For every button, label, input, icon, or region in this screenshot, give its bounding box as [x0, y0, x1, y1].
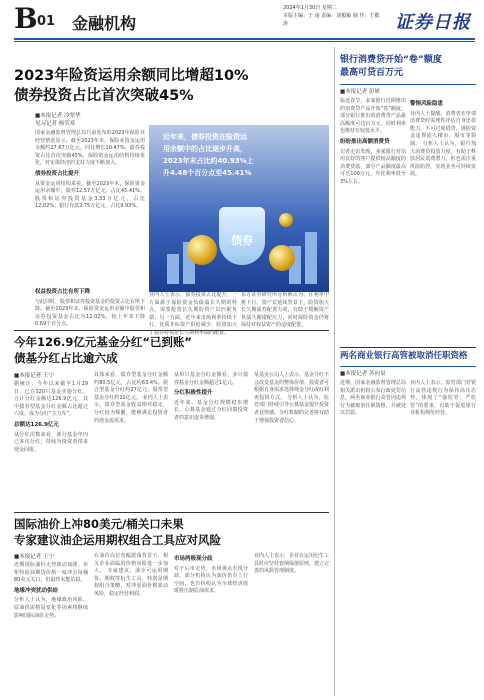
story2-subhead-2: 分红积极性提升 [174, 390, 213, 397]
story3-col1-paragraph: 近期国际油价走势波动加剧，布伦特原油期货价格一度冲击每桶80美元关口，但最终未能站稳。 [14, 562, 88, 584]
section-letter: B [14, 2, 38, 35]
story2-subhead-1: 总额达126.9亿元 [14, 421, 59, 428]
story2-headline-line1: 今年126.9亿元基金分红“已到账” [14, 335, 192, 349]
sidebar-byline: ■本报记者 彭妍 [340, 89, 380, 95]
lead-column-1 [35, 130, 145, 286]
lead-col1-subhead: 债券投资占比提升 [35, 170, 80, 177]
story3-col1-paragraph-2: 分析人士认为，地缘政治风险、原油供需格局变化等因素将继续影响国际油价走势。 [14, 597, 88, 619]
sidebar2-column-1 [340, 380, 406, 696]
graphic-caption-line: 升4.48个百分点至45.41% [163, 169, 252, 177]
story2-col2-paragraph: 具体来看，债券型基金分红金额约80.5亿元，占比约63.4%；混合型基金分红约27亿元；股票型基金分红约11亿元。 [94, 372, 168, 401]
lead-subhead-2: 权益投资占比有所下降 [35, 289, 91, 295]
coin-icon [187, 235, 217, 265]
sidebar-subhead-2: 警惕风险隐患 [410, 101, 444, 107]
issue-date: 2024年1月30日 星期二 [283, 5, 337, 11]
story2-col1-paragraph-2: 从分红次数来看，部分基金年内已多次分红，持续为投资者带来现金回报。 [14, 431, 88, 453]
lead-column-1b [35, 286, 145, 328]
sidebar-paragraph-2: 记者走访发现，多家银行对信用良好的客户提供较高额度的消费贷款，部分产品额度最高可达100万元，年化利率低至3%左右。 [340, 148, 406, 185]
lead-col2-paragraph: 业内人士表示，债券投资占比提升，一方面源于保险资金负债端长久期的特点，需要配置长久期的资产以匹配负债；另一方面，近年来市场利率持续下行，优质非标资产供给减少，险资加大了债券特别是长久期利率债的配置。 [149, 292, 237, 336]
section-name: 金融机构 [72, 14, 137, 33]
story3-col2-paragraph: 在油价高位宽幅震荡背景下，相关企业面临的价格风险进一步加大。 [94, 553, 168, 575]
sidebar2-paragraph-2: 业内人士表示，监管部门对银行高管违规行为保持高压态势，体现了“强监管、严监管”的要求，有助于促进银行业机构规范经营。 [410, 380, 476, 417]
coin-icon [279, 213, 293, 227]
lead-byline-1: ■本报记者 冷翠华 [35, 113, 81, 119]
sidebar-column-2 [410, 98, 476, 345]
lead-headline [14, 66, 314, 106]
lead-column-2 [149, 292, 237, 336]
sidebar2-byline: ■本报记者 苏向杲 [340, 371, 386, 377]
masthead [0, 0, 484, 40]
story3-column-4 [254, 553, 329, 696]
graphic-label: 债券 [231, 234, 253, 247]
story3-column-2 [94, 553, 168, 696]
graphic-caption-line: 近年来，债券投资在险资运 [163, 133, 247, 141]
column-divider [334, 47, 335, 696]
story2-col1-paragraph: 据统计，今年以来截至1月29日，已有320只基金实施分红，合计分红金额达126.9亿元，其中债券型基金分红金额占比超过六成，成为分红“主力军”。 [14, 381, 88, 418]
masthead-rule [14, 38, 475, 40]
sidebar-headline-line1: 银行消费贷开始“卷”额度 [340, 55, 442, 65]
story3-byline: ■本报记者 王宁 [14, 554, 54, 560]
sidebar-headline-line2: 最高可贷百万元 [340, 68, 404, 78]
story3-headline-line2: 专家建议油企运用期权组合工具应对风险 [14, 533, 221, 547]
divider [14, 512, 329, 513]
lead-col1-paragraph-2: 从资金运用结构来看，截至2023年末，保险资金运用余额中，债券12.57万亿元，占比45.41%；股票和证券投资基金3.33万亿元，占比12.02%；银行存款2.75万亿元，占比9.93%。 [35, 180, 145, 210]
sidebar-subhead-1: 纷纷推出高额消费贷 [340, 138, 390, 145]
story3-subhead-1: 地缘冲突扰动供给 [14, 587, 59, 594]
story2-col2-paragraph-2: 业内人士表示，债券型基金收益相对稳定，分红较为频繁，能够满足投资者的现金流需求。 [94, 394, 168, 424]
story3-headline-line1: 国际油价上冲80美元/桶关口未果 [14, 517, 184, 531]
story2-col4-paragraph-2: 分析人士认为，监管部门持续引导公募基金提升投资者获得感，分红机制的完善将有助于增强投资者信心。 [254, 394, 330, 424]
graphic-caption-line: 2023年末占比约40.93%上 [163, 157, 254, 165]
lead-column-3 [241, 292, 329, 328]
editor-credits: 本版主编：于 南 责编：刘俊颖 制 作：王敬涛 [283, 13, 380, 27]
story3-column-3 [174, 553, 248, 696]
sidebar-paragraph-1: 临近春节，多家银行近期推出的消费贷产品开始“卷”额度，部分银行推出的消费贷产品最高额度可达百万元，同时利率也维持在较低水平。 [340, 98, 406, 135]
story3-headline [14, 516, 329, 548]
story2-column-4 [254, 372, 329, 509]
story3-column-1 [14, 562, 88, 696]
story2-byline: ■本报记者 王宁 [14, 373, 54, 379]
sidebar-paragraph-3: 业内人士提醒，消费者在申请消费贷时需理性评估自身还款能力，不可过度借贷，谨防资金违规流入楼市、股市等领域。 [410, 110, 476, 147]
lead-headline-line2: 债券投资占比首次突破45% [14, 88, 194, 104]
lead-headline-line1: 2023年险资运用余额同比增超10% [14, 68, 249, 84]
masthead-info [283, 4, 383, 28]
graphic-bar [305, 232, 317, 284]
story2-column-3 [174, 372, 248, 509]
story2-headline [14, 334, 329, 366]
lead-graphic [149, 125, 329, 292]
lead-col1-paragraph: 国家金融监督管理总局日前发布的2023年保险业经营情况显示，截至2023年末，保险业资金运用余额约27.67万亿元，同比增长10.47%。债券投资占比首次突破45%，保险资金运用结构持续优化，对实体经济的支持力度不断加大。 [35, 130, 145, 167]
newspaper-logo: 证券日报 [395, 12, 471, 33]
story3-subhead-2: 市场两极现分歧 [174, 556, 213, 562]
graphic-bar [167, 254, 179, 284]
story2-headline-line2: 债基分红占比逾六成 [14, 351, 118, 365]
sidebar-column-1 [340, 98, 406, 345]
sidebar2-paragraph-1: 近期，国家金融监督管理总局相关派出机构公布行政处罚信息，两名商业银行高管因违规行为被取消任职资格，并被处以罚款。 [340, 380, 406, 417]
story2-column-1 [14, 381, 88, 509]
sidebar2-headline: 两名商业银行高管被取消任职资格 [340, 351, 468, 361]
section-number: 01 [37, 14, 56, 29]
divider [340, 347, 476, 348]
graphic-caption [163, 131, 313, 179]
masthead-rule-thin [14, 41, 475, 42]
story3-col4-paragraph: 业内人士表示，企业在运用衍生工具时应坚持套期保值原则，建立完善的风险管理制度。 [254, 553, 330, 575]
lead-col1b-paragraph: 与此同时，股票和证券投资基金的投资占比有所下降。截至2023年末，保险资金运用余额中股票和证券投资基金占比为12.02%，较上年末下降0.69个百分点。 [35, 298, 146, 328]
story2-col4-paragraph: 某基金公司人士表示，基金分红不会改变基金的整体价值，投资者可根据自身需求选择现金分红或红利再投资方式。 [254, 372, 330, 401]
lead-byline-2: 见习记者 杨笑寒 [35, 121, 76, 127]
sidebar-paragraph-4: 分析人士认为，银行加大消费贷投放力度，有助于释放居民消费潜力，但也需注重风险防控，实现业务可持续发展。 [410, 140, 476, 178]
sidebar2-column-2 [410, 380, 476, 696]
story3-col3-paragraph: 对于后市走势，市场观点出现分歧。部分机构认为油价仍有上行空间，也有机构认为全球经济放缓将压制原油需求。 [174, 565, 248, 595]
story2-column-2 [94, 372, 168, 509]
sidebar-headline [340, 54, 480, 80]
story3-col2-paragraph-2: 专家建议，油企可运用期货、期权等衍生工具，特别是期权组合策略，对冲原油价格波动风险，稳定经营利润。 [94, 568, 168, 597]
sidebar-rule [340, 84, 476, 85]
story2-col3-paragraph-2: 近年来，基金分红规模稳步增长，公募基金通过分红回馈投资者的意识逐步增强。 [174, 399, 248, 421]
lead-col3-paragraph: 东方证券研究所分析师认为，在利率中枢下行、资产荒延续背景下，险资加大长久期债券配置力度，有助于缓解资产负债久期错配压力，同时保险资金仍将保持对权益资产的适度配置。 [241, 292, 329, 329]
lead-byline [35, 112, 80, 128]
sidebar2-rule [340, 366, 476, 367]
coin-icon [269, 245, 295, 271]
story2-col3-paragraph: 从单只基金分红金额看，多只债券基金分红金额超过1亿元。 [174, 372, 248, 386]
graphic-caption-line: 用余额中的占比逐步升高， [163, 145, 247, 153]
